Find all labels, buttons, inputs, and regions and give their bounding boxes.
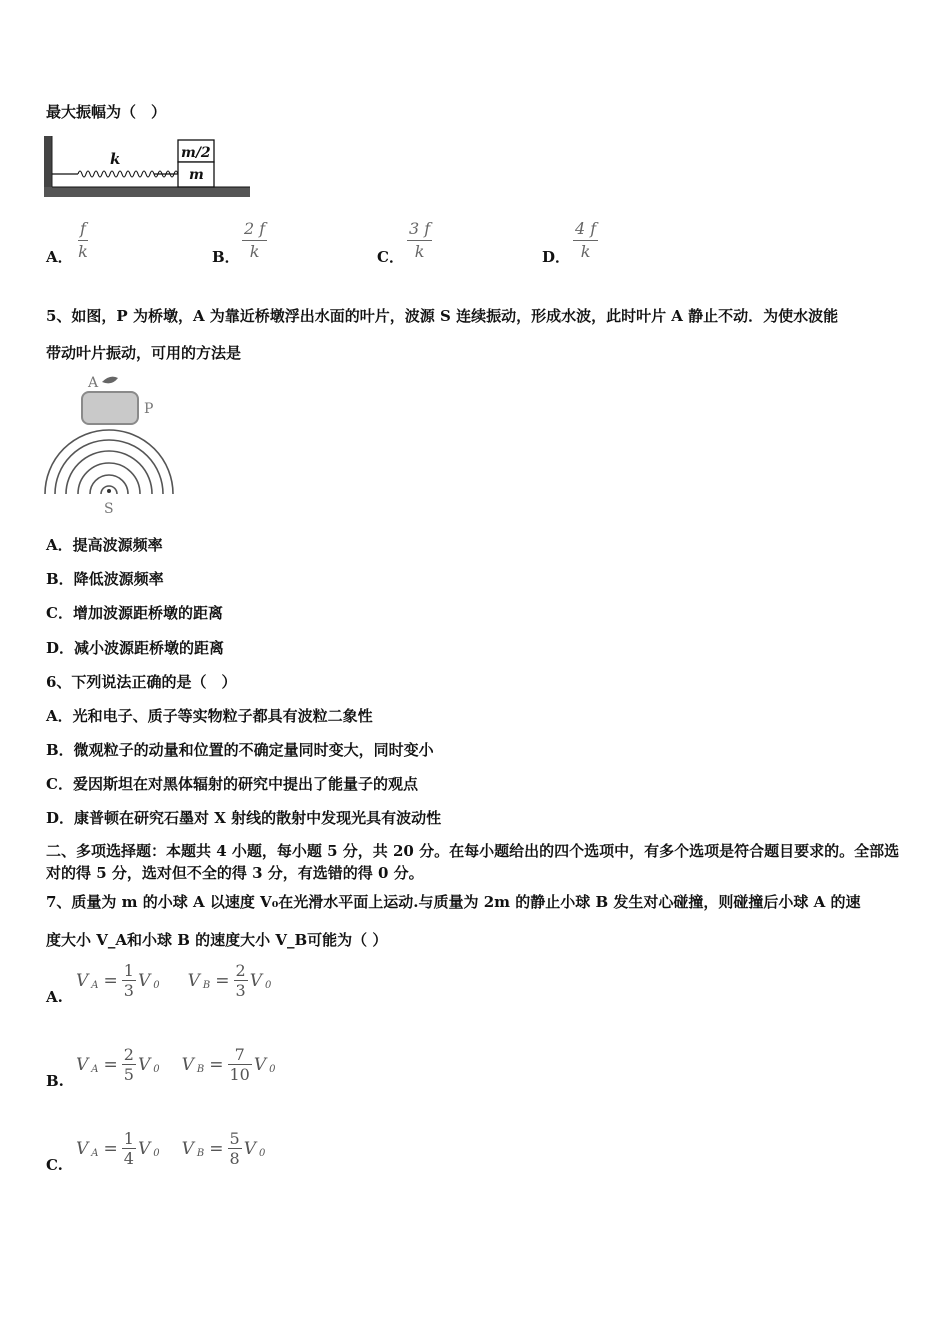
num: 1: [123, 961, 134, 980]
v-symbol: V: [137, 1138, 151, 1159]
num: 2: [123, 1045, 134, 1064]
q6-option-a[interactable]: A．光和电子、质子等实物粒子都具有波粒二象性: [46, 707, 373, 725]
sub-b: B: [196, 1064, 205, 1075]
frac-b: [229, 1046, 251, 1083]
den: 5: [123, 1065, 134, 1084]
q4-option-c-num: 3 f: [409, 219, 431, 238]
q5-stem-line1: 5、如图，P 为桥墩，A 为靠近桥墩浮出水面的叶片，波源 S 连续振动，形成水波，此时叶片 A 静止不动．为使水波能: [46, 307, 839, 325]
q7-stem-line2: 度大小 V_A和小球 B 的速度大小 V_B可能为（ ）: [46, 931, 388, 949]
sub-b: B: [202, 980, 211, 991]
sub-a: A: [91, 980, 99, 991]
sub-zero: 0: [153, 980, 160, 991]
water-wave-figure: [44, 372, 184, 518]
q4-option-a-letter[interactable]: A．: [46, 248, 73, 266]
q4-option-c-fraction: [407, 220, 432, 261]
sub-zero: 0: [258, 1148, 266, 1159]
pier-label: P: [144, 401, 154, 417]
v-symbol: V: [253, 1054, 267, 1075]
frac-b: [229, 1130, 241, 1167]
q7-option-a-formula: [76, 962, 271, 999]
pier: [82, 392, 138, 424]
frac-a: [123, 1130, 135, 1167]
q4-option-a-fraction: [78, 220, 88, 261]
q4-option-b-den: k: [249, 242, 260, 261]
q4-option-d-num: 4 f: [575, 219, 597, 238]
q4-option-b-letter[interactable]: B．: [212, 248, 240, 266]
q4-option-d-letter[interactable]: D．: [542, 248, 571, 266]
wave-source-dot: [107, 489, 111, 493]
wave-rings: [45, 430, 173, 494]
source-label: S: [104, 501, 114, 517]
q4-option-a-num: f: [80, 219, 86, 238]
q4-option-d-fraction: [573, 220, 598, 261]
den: 10: [229, 1065, 250, 1084]
bottom-block-label: m: [189, 167, 204, 183]
den: 4: [123, 1149, 134, 1168]
v-symbol: V: [137, 970, 151, 991]
v-symbol: V: [137, 1054, 151, 1075]
v-symbol: V: [181, 1138, 194, 1159]
q4-option-c-den: k: [414, 242, 425, 261]
frac-a: [123, 962, 135, 999]
equals: =: [103, 970, 118, 991]
equals: =: [209, 1054, 224, 1075]
sub-a: A: [91, 1148, 99, 1159]
v-symbol: V: [76, 1138, 89, 1159]
sub-b: B: [196, 1148, 205, 1159]
v-symbol: V: [76, 970, 89, 991]
q4-option-c-letter[interactable]: C．: [377, 248, 404, 266]
num: 1: [123, 1129, 134, 1148]
q5-stem-line2: 带动叶片振动，可用的方法是: [46, 344, 242, 362]
sub-zero: 0: [153, 1064, 160, 1075]
sub-zero: 0: [264, 980, 272, 991]
q5-option-d[interactable]: D．减小波源距桥墩的距离: [46, 639, 225, 657]
equals: =: [103, 1054, 118, 1075]
v-symbol: V: [76, 1054, 89, 1075]
q7-option-b-formula: [76, 1046, 276, 1083]
q6-option-c[interactable]: C．爱因斯坦在对黑体辐射的研究中提出了能量子的观点: [46, 775, 418, 793]
v-symbol: V: [181, 1054, 194, 1075]
sub-a: A: [91, 1064, 99, 1075]
q7-option-a-letter[interactable]: A.: [46, 988, 63, 1006]
den: 3: [235, 981, 246, 1000]
top-block-label: m/2: [181, 145, 211, 161]
q7-option-c-formula: [76, 1130, 265, 1167]
q4-option-d-den: k: [580, 242, 591, 261]
leaf-icon: [102, 377, 118, 384]
sub-zero: 0: [153, 1148, 160, 1159]
q6-option-b[interactable]: B．微观粒子的动量和位置的不确定量同时变大，同时变小: [46, 741, 434, 759]
q6-option-d[interactable]: D．康普顿在研究石墨对 X 射线的散射中发现光具有波动性: [46, 809, 442, 827]
den: 3: [123, 981, 134, 1000]
num: 5: [229, 1129, 240, 1148]
frac-a: [123, 1046, 135, 1083]
q5-option-a[interactable]: A．提高波源频率: [46, 536, 163, 554]
floor: [44, 187, 250, 197]
v-symbol: V: [243, 1138, 256, 1159]
q5-option-b[interactable]: B．降低波源频率: [46, 570, 164, 588]
equals: =: [103, 1138, 118, 1159]
num: 2: [235, 961, 246, 980]
q7-option-c-letter[interactable]: C.: [46, 1156, 63, 1174]
q7-option-b-letter[interactable]: B.: [46, 1072, 64, 1090]
frac-b: [235, 962, 247, 999]
q7-stem-line1: 7、质量为 m 的小球 A 以速度 V₀在光滑水平面上运动.与质量为 2m 的静止小球 B 发生对心碰撞，则碰撞后小球 A 的速: [46, 893, 861, 911]
q4-stem: 最大振幅为（ ）: [46, 103, 167, 121]
num: 7: [234, 1045, 245, 1064]
leaf-label: A: [88, 375, 99, 391]
q4-option-b-fraction: [242, 220, 267, 261]
spring-block-figure: [44, 134, 254, 200]
q5-option-c[interactable]: C．增加波源距桥墩的距离: [46, 604, 223, 622]
q6-stem: 6、下列说法正确的是（ ）: [46, 673, 237, 691]
spring-label: k: [110, 150, 121, 168]
equals: =: [215, 970, 230, 991]
q4-option-b-num: 2 f: [244, 219, 266, 238]
v-symbol: V: [187, 970, 200, 991]
section2-instructions: 二、多项选择题：本题共 4 小题，每小题 5 分，共 20 分。在每小题给出的四个选项中，有多个选项是符合题目要求的。全部选对的得 5 分，选对但不全的得 3 分，有选错的得 0 分。: [46, 842, 900, 882]
equals: =: [209, 1138, 224, 1159]
den: 8: [229, 1149, 240, 1168]
q4-option-a-den: k: [78, 242, 88, 261]
sub-zero: 0: [269, 1064, 276, 1075]
v-symbol: V: [249, 970, 262, 991]
